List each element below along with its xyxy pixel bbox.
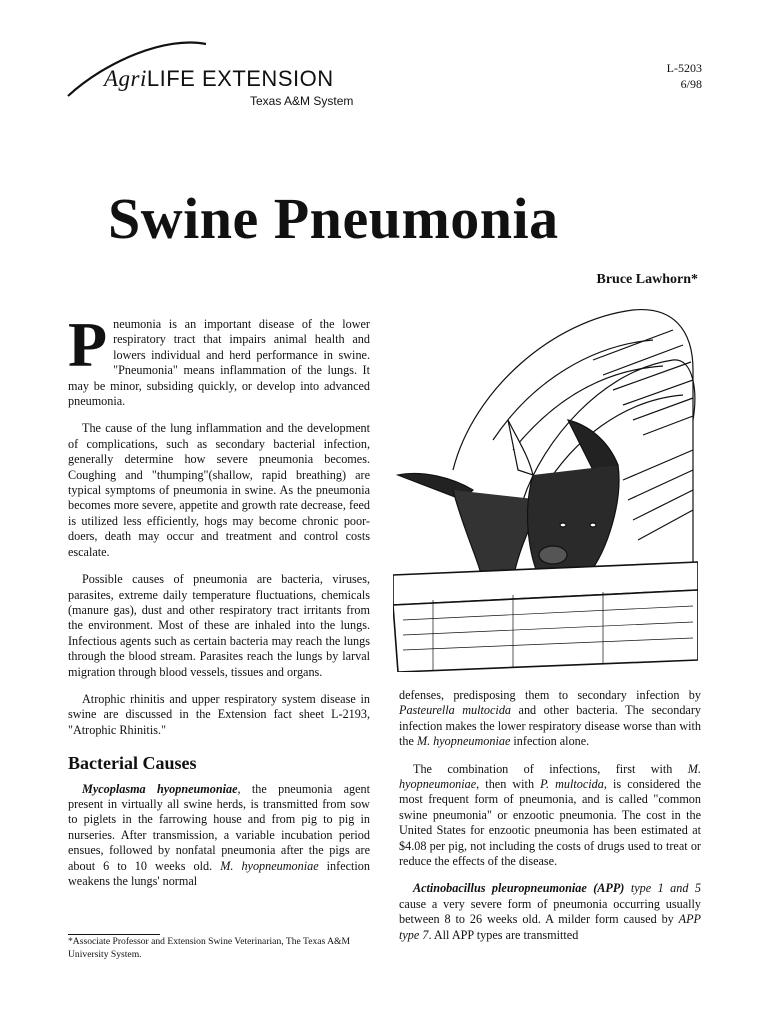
pigs-illustration [393,300,698,672]
intro-paragraph-4: Atrophic rhinitis and upper respiratory system disease in swine are discussed in the Extension fact sheet L-2193, "Atrophic Rhinitis." [68,691,370,737]
pigs-at-trough-icon [393,300,698,672]
drop-cap: P [68,309,108,380]
intro-paragraph-2: The cause of the lung inflammation and the development of complications, such as secondary bacterial infection, generally determine how severe pneumonia becomes. Coughing and "thumping"(shallow, rapid breathing) are typical symptoms of pneumonia in swine. As the pneumonia becomes more severe, appetite and growth rate decrease, feed is utilized less efficiently, hogs may become chronic poor-doers, death may occur and treatment and control costs escalate. [68,421,370,559]
agrilife-logo [66,36,366,116]
intro-paragraph-3: Possible causes of pneumonia are bacteria, viruses, parasites, extreme daily temperature fluctuations, chemicals (manure gas), dust and other respiratory tract irritants from the environment. Most of these are inhaled into the lungs. Infectious agents such as certain bacteria may reach the lungs through the blood stream. Parasites reach the lungs by larval migration through blood vessels, tissues and organs. [68,572,370,679]
document-id [667,60,702,92]
right-paragraph-3: Actinobacillus pleuropneumoniae (APP) type 1 and 5 cause a very severe form of pneumonia occurring usually between 8 to 26 weeks old. A milder form caused by APP type 7. All APP types are transmitted [399,881,701,942]
document-number: L-5203 [666,61,702,75]
left-column [68,309,370,901]
logo-wordmark: AgriLIFE EXTENSION [104,66,334,91]
footnote-rule [68,934,160,935]
section-heading-bacterial: Bacterial Causes [68,753,197,774]
author: Bruce Lawhorn* [596,272,698,287]
footnote: *Associate Professor and Extension Swine Veterinarian, The Texas A&M University System. [68,936,351,960]
right-column [399,688,701,955]
logo-subtitle: Texas A&M System [250,94,354,108]
page-title: Swine Pneumonia [108,186,559,251]
intro-paragraph-1: Pneumonia is an important disease of the lower respiratory tract that impairs animal health and lowers individual and herd performance in swine. "Pneumonia" means inflammation of the lungs. It may be minor, subsiding quickly, or develop into advanced pneumonia. [68,309,370,409]
document-date: 6/98 [680,77,702,91]
bacterial-paragraph-1: Mycoplasma hyopneumoniae, the pneumonia agent present in virtually all swine herds, is transmitted from sow to piglets in the farrowing house and from pig to pig in nurseries. After transmission, a variable incubation period ensues, followed by nonfatal pneumonia after the pigs are about 6 to 10 weeks old. M. hyopneumoniae infection weakens the lungs' normal [68,781,370,888]
right-paragraph-2: The combination of infections, first with M. hyopneumoniae, then with P. multocida, is considered the most frequent form of pneumonia, and is called "common swine pneumonia" or enzootic pneumonia. The cost in the United States for enzootic pneumonia has been estimated at $4.08 per pig, not including the costs of drugs used to treat or reduce the effects of the disease. [399,761,701,869]
right-paragraph-1: defenses, predisposing them to secondary infection by Pasteurella multocida and other bacteria. The secondary infection makes the lower respiratory disease worse than with the M. hyopneumoniae infection alone. [399,688,701,749]
